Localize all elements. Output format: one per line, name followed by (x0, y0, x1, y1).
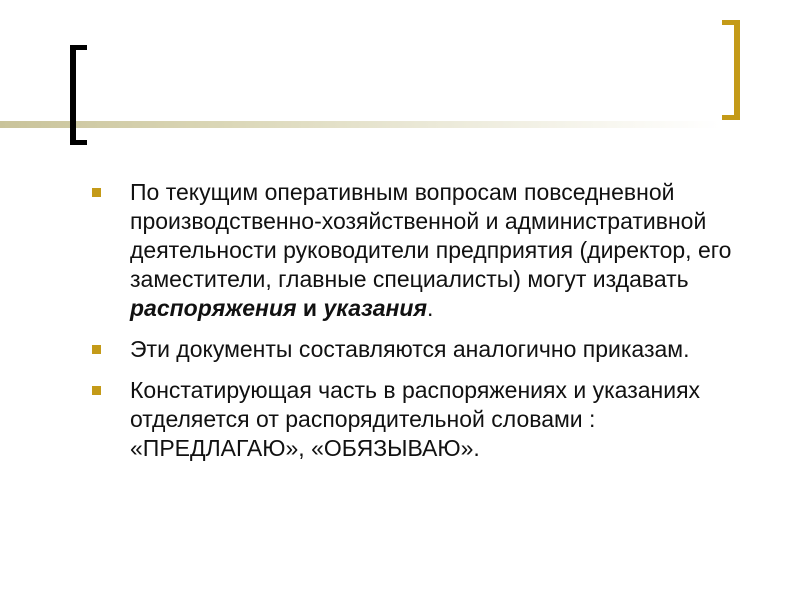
bullet-term-orders: распоряжения (130, 295, 297, 321)
bullet-connector: и (296, 295, 324, 321)
bullet-square-icon (92, 386, 101, 395)
bullet-item (92, 335, 752, 364)
bullet-square-icon (92, 188, 101, 197)
bullet-term-instructions: указания (323, 295, 428, 321)
bullet-item (92, 376, 752, 463)
bullet-square-icon (92, 345, 101, 354)
left-bracket-icon (70, 45, 87, 145)
bullet-text: Констатирующая часть в распоряжениях и указаниях отделяется от распорядительной словами : «ПРЕДЛАГАЮ», «ОБЯЗЫВАЮ». (130, 377, 701, 461)
bullet-text-intro: По текущим оперативным вопросам повседневной производственно-хозяйственной и административной деятельности руководители предприятия (директор, его заместители, главные специалисты) могут издавать (130, 179, 732, 292)
bullet-item (92, 178, 752, 323)
bullet-text: Эти документы составляются аналогично приказам. (130, 336, 690, 362)
bullet-text-end: . (427, 295, 434, 321)
right-bracket-icon (722, 20, 740, 120)
bullet-list (92, 178, 752, 475)
decorative-rule (0, 121, 720, 128)
